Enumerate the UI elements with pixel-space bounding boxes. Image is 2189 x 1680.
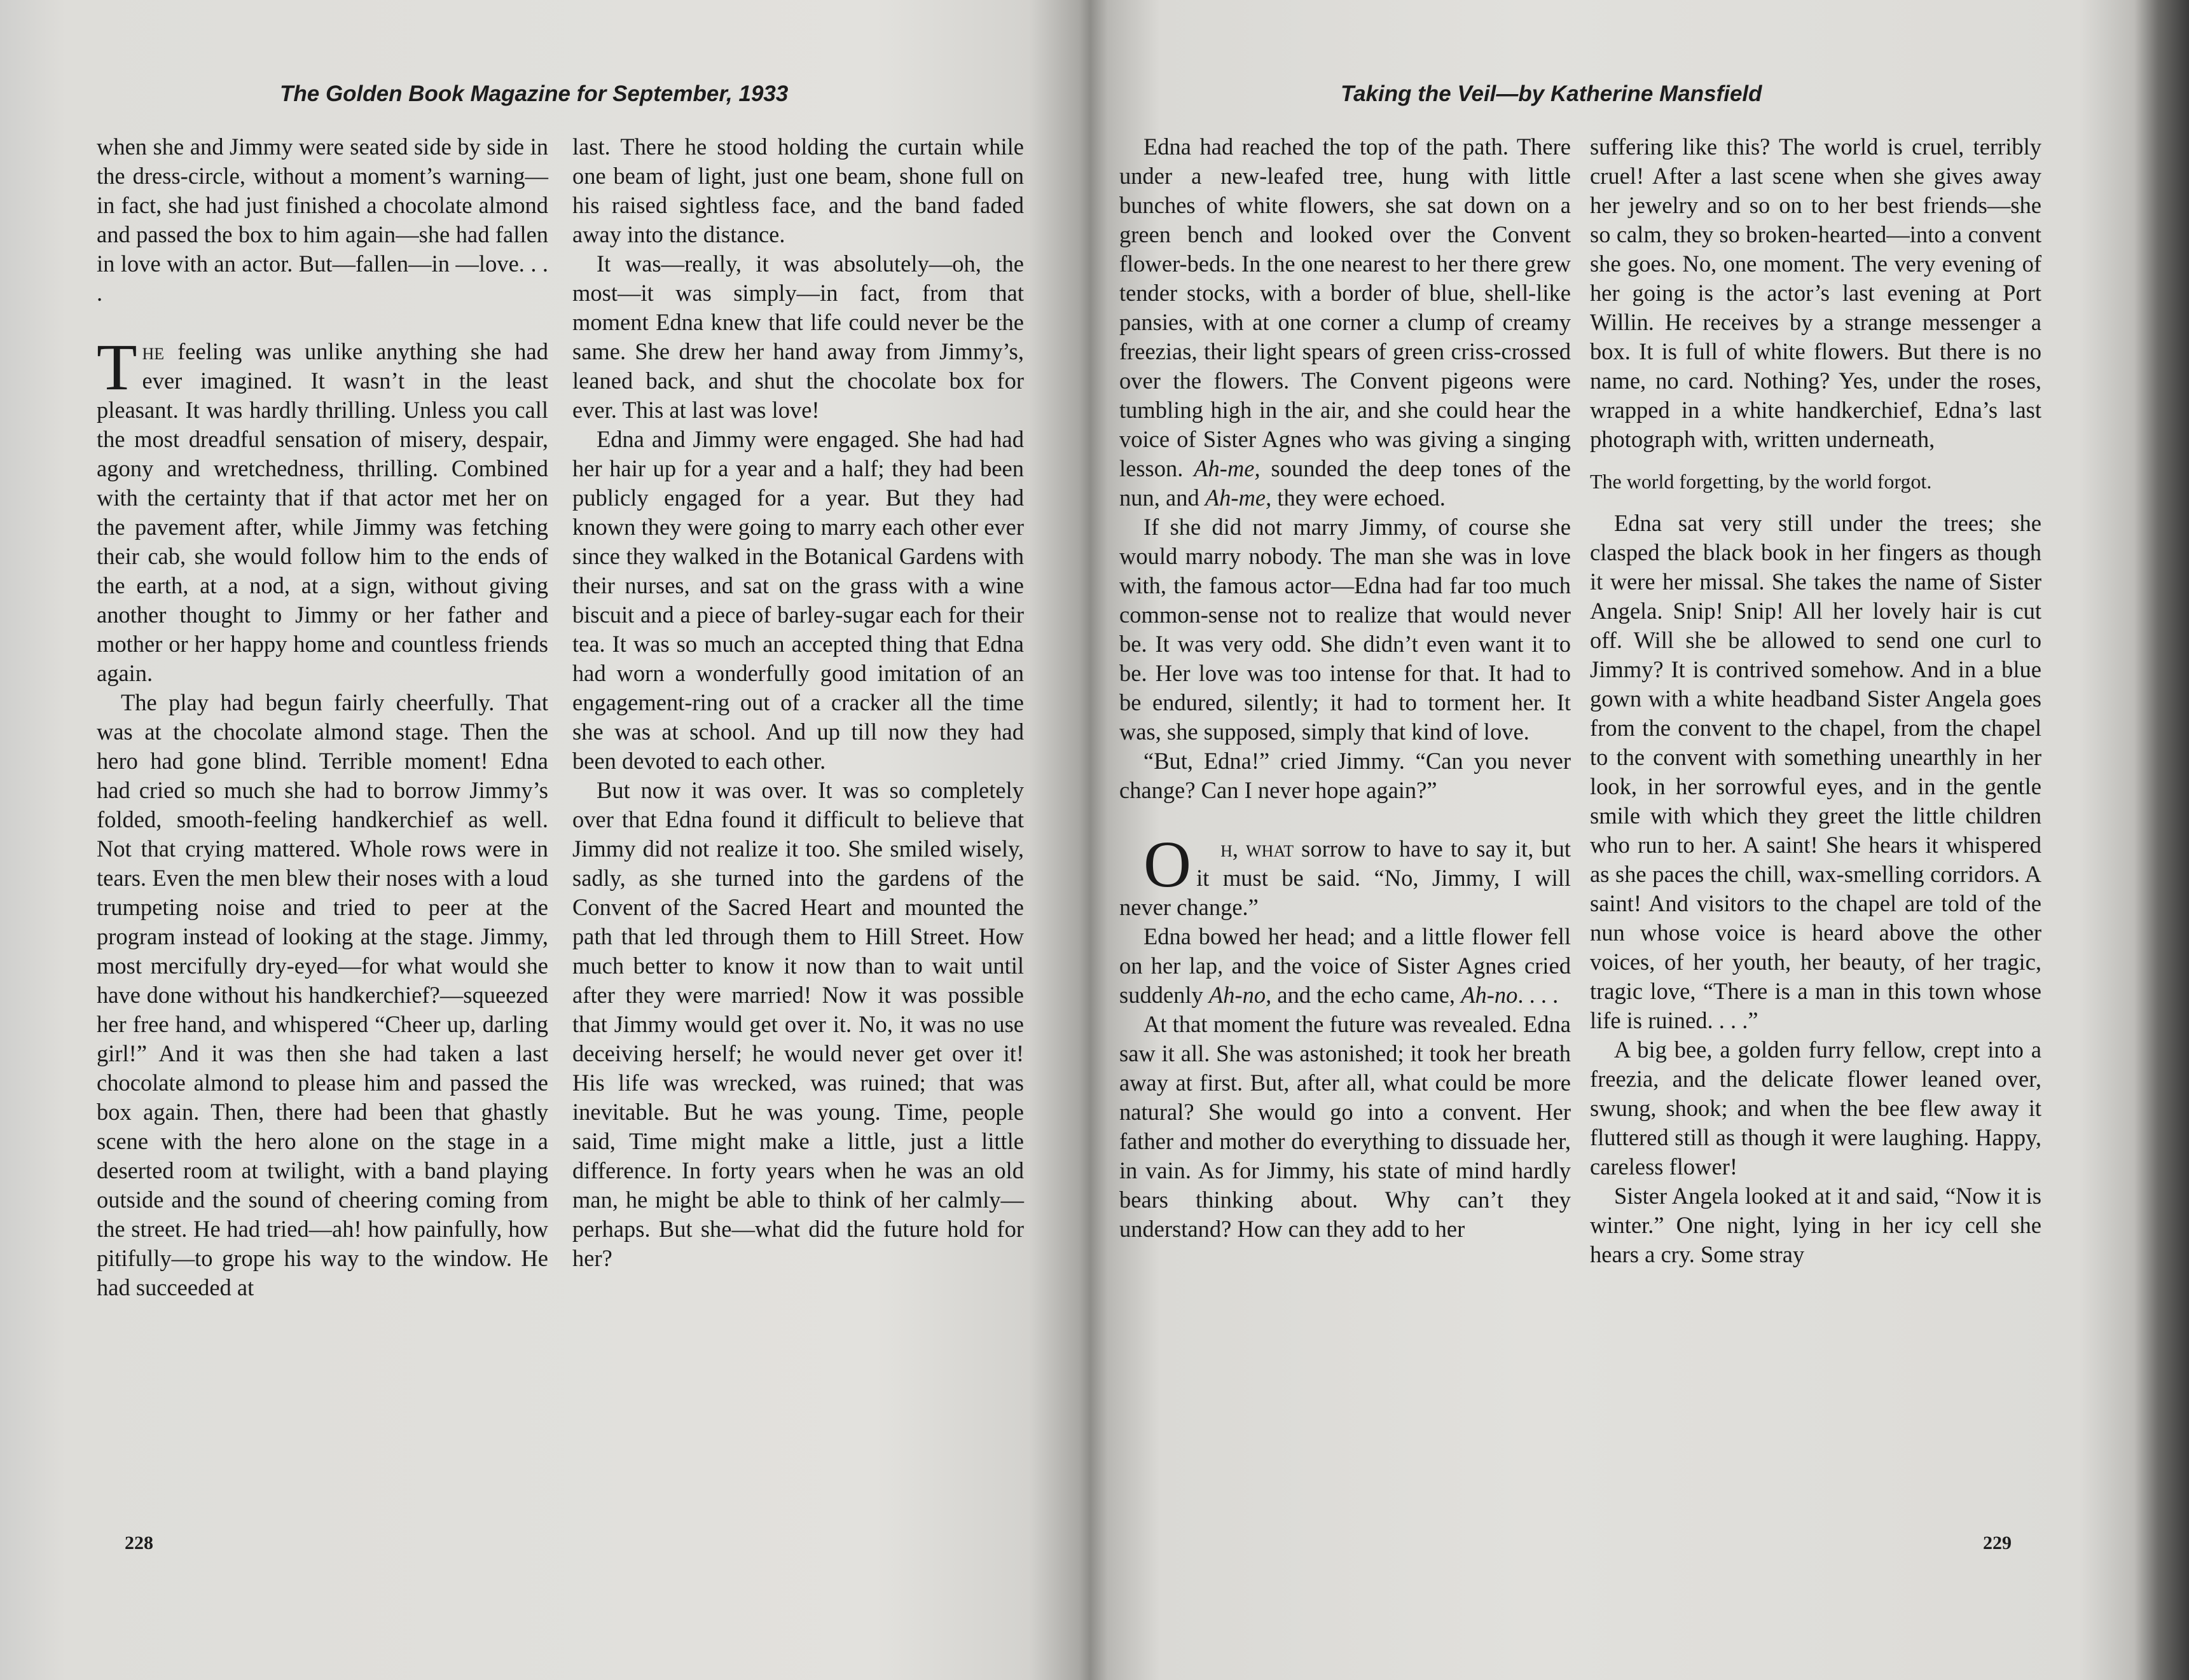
paragraph-text: they were echoed. [1271,485,1446,511]
paragraph: But now it was over. It was so completely over that Edna found it difficult to believe that Jimmy did not realize it too. She smiled wisely, sadly, as she turned into the gardens of the Convent of the Sacred Heart and mounted the path that led through them to Hill Street. How much better to know it now than to wait until after they were married! Now it was possible that Jimmy would get over it. No, it was no use deceiving herself; he would never get over it! His life was wrecked, was ruined; that was inevitable. But he was young. Time, people said, Time might make a little, just a little difference. In forty years when he was an old man, he might be able to think of her calmly—perhaps. But she—what did the future hold for her? [572,777,1024,1271]
paragraph [1119,132,1571,513]
paragraph-dropcap [97,331,548,688]
paragraph: “But, Edna!” cried Jimmy. “Can you never change? Can I never hope again?” [1119,748,1571,803]
small-caps-lead: he [142,338,165,364]
paragraph: last. There he stood holding the curtain while one beam of light, just one beam, shone full on his raised sightless face, and the band faded away into the distance. [572,134,1024,247]
italic-text: Ah-no, [1208,982,1272,1008]
italic-text: Ah-me, [1205,485,1272,511]
paragraph-text: sorrow to have to say it, but it must be said. “No, Jimmy, I will never change.” [1119,836,1571,920]
left-page-column-1 [97,132,548,1302]
right-page-column-1 [1119,132,1571,1244]
verse-line: The world forgetting, by the world forgot. [1590,470,1932,493]
paragraph-text: Edna had reached the top of the path. There under a new-leafed tree, hung with little bunches of white flowers, she sat down on a green bench and looked over the Convent flower-beds. In the one nearest to her there grew tender stocks, with a border of blue, shell-like pansies, with at one corner a clump of creamy freezias, their light spears of green criss-crossed over the flowers. The Convent pigeons were tumbling high in the air, and she could hear the voice of Sister Agnes who was giving a singing lesson. [1119,134,1571,481]
paragraph: If she did not marry Jimmy, of course she would marry nobody. The man she was in love with, the famous actor—Edna had far too much common-sense not to realize that would never be. It was very odd. She didn’t even want it to be. Her love was too intense for that. It had to be endured, silently; it had to torment her. It was, she supposed, simply that kind of love. [1119,514,1571,745]
paragraph-text: and the echo came, [1271,982,1461,1008]
running-head-left: The Golden Book Magazine for September, 1933 [280,81,789,106]
right-page [1081,0,2150,1680]
italic-text: Ah-me, [1194,455,1260,481]
paragraph-text: feeling was unlike anything she had ever imagined. It wasn’t in the least pleasant. It was hardly thrilling. Unless you call the most dreadful sensation of misery, despair, agony and wretchedness, thrilling. Combined with the certainty that if that actor met her on the pavement after, while Jimmy was fetching their cab, she would follow him to the ends of the earth, at a nod, at a sign, without giving another thought to Jimmy or her father and mother or her happy home and countless friends again. [97,338,548,686]
italic-text: Ah-no [1461,982,1518,1008]
drop-cap: O [1143,828,1192,901]
paragraph: Sister Angela looked at it and said, “Now it is winter.” One night, lying in her icy cell she hears a cry. Some stray [1590,1183,2041,1267]
page-number-left: 228 [125,1532,153,1553]
paragraph-text: . . . . [1517,982,1559,1008]
running-head-right: Taking the Veil—by Katherine Mansfield [1341,81,1762,106]
drop-cap: T [97,331,137,404]
right-page-column-2 [1590,132,2041,1269]
paragraph: A big bee, a golden furry fellow, crept into a freezia, and the delicate flower leaned over, swung, shook; and when the bee flew away it fluttered still as though it were laughing. Happy, careless flower! [1590,1036,2041,1180]
left-page [0,0,1056,1680]
paragraph [1119,922,1571,1010]
page-number-right: 229 [1983,1532,2012,1553]
paragraph: Edna sat very still under the trees; she clasped the black book in her fingers as though it were her missal. She takes the name of Sister Angela. Snip! Snip! All her lovely hair is cut off. Will she be allowed to send one curl to Jimmy? It is contrived somehow. And in a blue gown with a white headband Sister Angela goes from the convent to the chapel, from the chapel to the convent with something unearthly in her look, in her sorrowful eyes, and in the gentle smile with which they greet the little children who run to her. A saint! She hears it whispered as she paces the chill, wax-smelling corridors. A saint! And visitors to the chapel are told of the nun whose voice is heard above the other voices, of her youth, her beauty, of her tragic, tragic love, “There is a man in this town whose life is ruined. . . .” [1590,510,2041,1033]
paragraph-dropcap [1119,828,1571,922]
paragraph-text: sounded the deep tones of the nun, and [1119,455,1571,511]
small-caps-lead: h, what [1220,836,1294,862]
paragraph-text: Edna bowed her head; and a little flower fell on her lap, and the voice of Sister Agnes cried suddenly [1119,923,1571,1008]
paragraph: At that moment the future was revealed. Edna saw it all. She was astonished; it took her breath away at first. But, after all, what could be more natural? She would go into a convent. Her father and mother do everything to dissuade her, in vain. As for Jimmy, his state of mind hardly bears thinking about. Why can’t they understand? How can they add to her [1119,1011,1571,1242]
paragraph: when she and Jimmy were seated side by side in the dress-circle, without a moment’s warning—in fact, she had just finished a chocolate almond and passed the box to him again—she had fallen in love with an actor. But—fallen—in —love. . . . [97,134,548,306]
paragraph: Edna and Jimmy were engaged. She had had her hair up for a year and a half; they had been publicly engaged for a year. But they had known they were going to marry each other ever since they walked in the Botanical Gardens with their nurses, and sat on the grass with a wine biscuit and a piece of barley-sugar each for their tea. It was so much an accepted thing that Edna had worn a wonderfully good imitation of an engagement-ring out of a cracker all the time she was at school. And up till now they had been devoted to each other. [572,426,1024,774]
left-page-column-2 [572,132,1024,1273]
paragraph: It was—really, it was absolutely—oh, the most—it was simply—in fact, from that moment Edna knew that life could never be the same. She drew her hand away from Jimmy’s, leaned back, and shut the chocolate box for ever. This at last was love! [572,251,1024,423]
paragraph: The play had begun fairly cheerfully. That was at the chocolate almond stage. Then the hero had gone blind. Terrible moment! Edna had cried so much she had to borrow Jimmy’s folded, smooth-feeling handkerchief as well. Not that crying mattered. Whole rows were in tears. Even the men blew their noses with a loud trumpeting noise and tried to peer at the program instead of looking at the stage. Jimmy, most mercifully dry-eyed—for what would she have done without his handkerchief?—squeezed her free hand, and whispered “Cheer up, darling girl!” And it was then she had taken a last chocolate almond to please him and passed the box again. Then, there had been that ghastly scene with the hero alone on the stage in a deserted room at twilight, with a band playing outside and the sound of cheering coming from the street. He had tried—ah! how painfully, how pitifully—to grope his way to the window. He had succeeded at [97,689,548,1300]
paragraph: suffering like this? The world is cruel, terribly cruel! After a last scene when she gives away her jewelry and so on to her best friends—she so calm, they so broken-hearted—into a convent she goes. No, one moment. The very evening of her going is the actor’s last evening at Port Willin. He receives by a strange messenger a box. It is full of white flowers. But there is no name, no card. Nothing? Yes, under the roses, wrapped in a white handkerchief, Edna’s last photograph with, written underneath, [1590,134,2041,452]
